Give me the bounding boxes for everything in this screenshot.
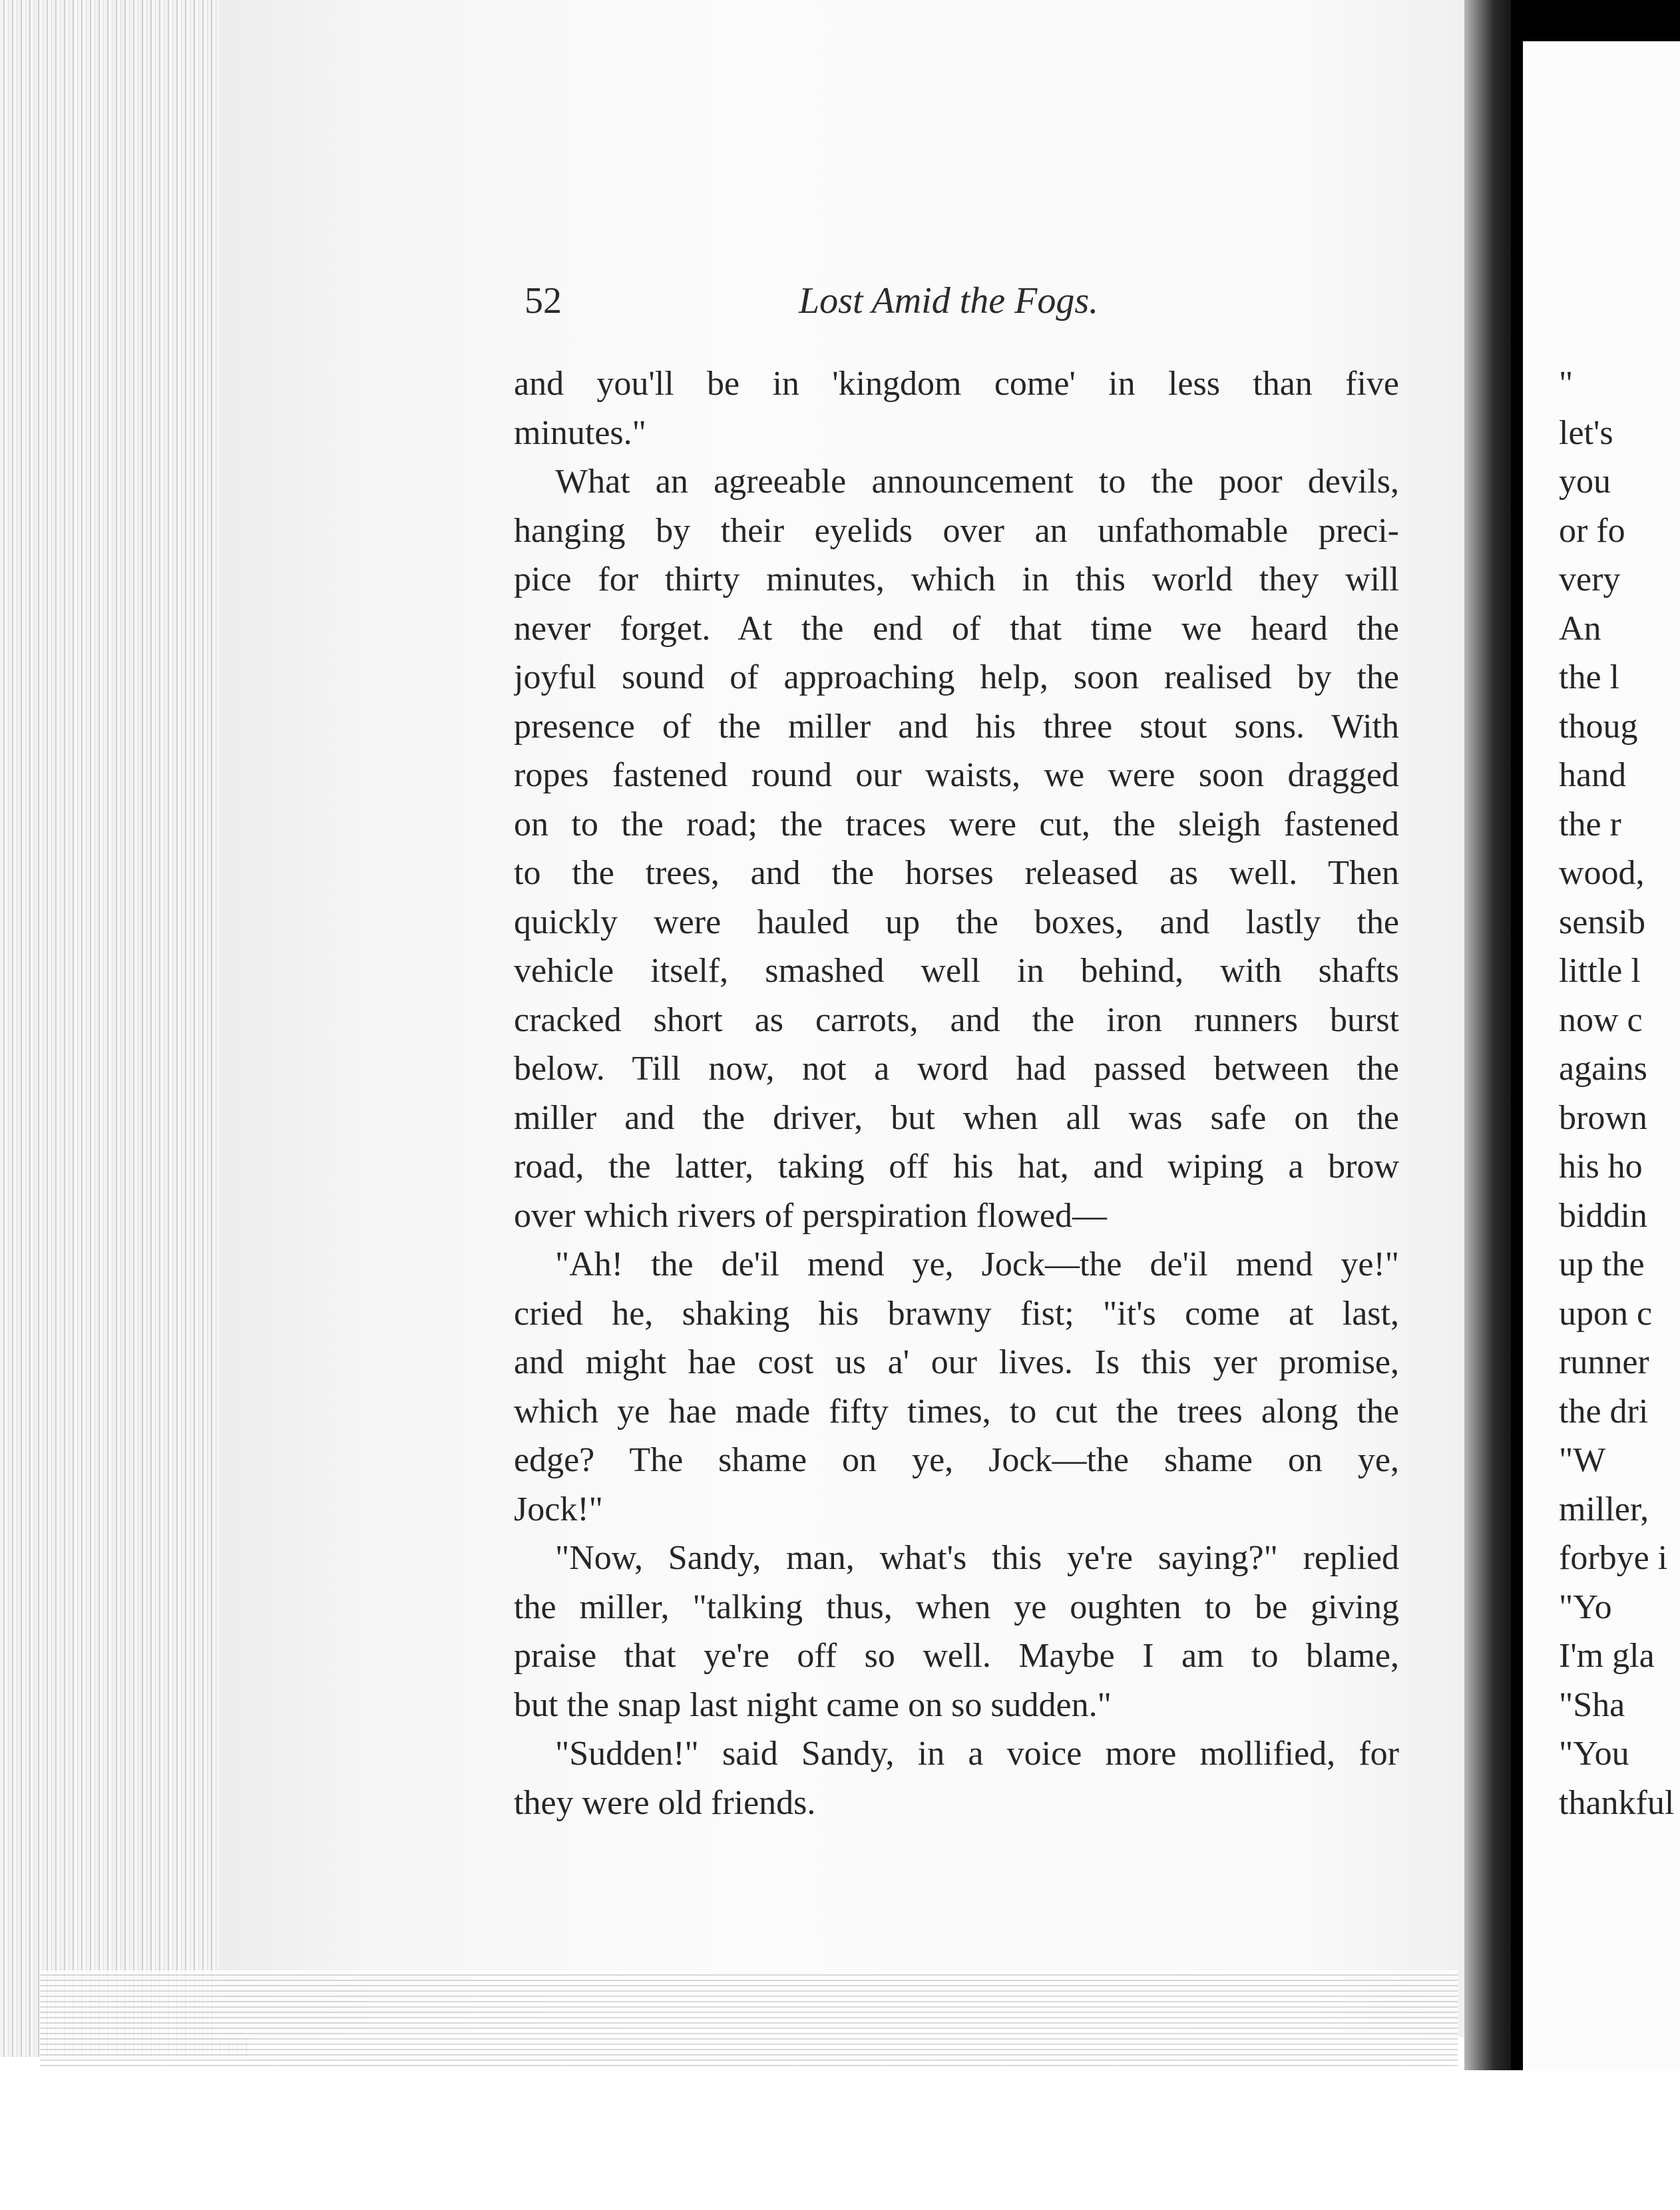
right-page-line: biddin bbox=[1559, 1196, 1647, 1235]
text-line: What an agreeable announcement to the poor devils, bbox=[555, 463, 1399, 501]
text-line: ropes fastened round our waists, we were soon dragged bbox=[514, 756, 1399, 794]
right-page-line: his ho bbox=[1559, 1148, 1643, 1186]
text-line: edge? The shame on ye, Jock—the shame on ye, bbox=[514, 1441, 1399, 1479]
right-page-line: the l bbox=[1559, 658, 1619, 696]
text-line: minutes." bbox=[514, 413, 646, 452]
text-line: hanging by their eyelids over an unfathomable preci- bbox=[514, 511, 1399, 550]
text-line: "Now, Sandy, man, what's this ye're saying?" replied bbox=[555, 1539, 1399, 1577]
right-page-line: upon c bbox=[1559, 1294, 1653, 1333]
text-line: and might hae cost us a' our lives. Is this yer promise, bbox=[514, 1343, 1399, 1381]
right-page-line: let's bbox=[1559, 413, 1613, 452]
text-line: to the trees, and the horses released as well. Then bbox=[514, 854, 1399, 892]
right-page-line: sensib bbox=[1559, 903, 1645, 941]
right-page-line: up the bbox=[1559, 1245, 1645, 1283]
text-line: over which rivers of perspiration flowed— bbox=[514, 1196, 1107, 1235]
text-line: miller and the driver, but when all was safe on the bbox=[514, 1098, 1399, 1137]
right-page-line: now c bbox=[1559, 1000, 1643, 1039]
bottom-page-edges bbox=[40, 1970, 1458, 2070]
text-line: they were old friends. bbox=[514, 1783, 816, 1822]
right-page-line: little l bbox=[1559, 952, 1641, 990]
right-page-line: very bbox=[1559, 560, 1621, 598]
right-page-line: An bbox=[1559, 609, 1601, 648]
right-page-line: forbye i bbox=[1559, 1539, 1668, 1577]
right-page-line: "W bbox=[1559, 1441, 1606, 1479]
text-line: but the snap last night came on so sudden." bbox=[514, 1685, 1112, 1724]
text-line: on to the road; the traces were cut, the sleigh fastened bbox=[514, 805, 1399, 843]
right-page-line: or fo bbox=[1559, 511, 1625, 550]
text-line: cried he, shaking his brawny fist; "it's come at last, bbox=[514, 1294, 1399, 1333]
page-edges bbox=[0, 0, 248, 2057]
right-page-line: wood, bbox=[1559, 854, 1645, 892]
text-line: quickly were hauled up the boxes, and lastly the bbox=[514, 903, 1399, 941]
text-line: presence of the miller and his three stout sons. With bbox=[514, 707, 1399, 746]
right-page-line: miller, bbox=[1559, 1490, 1649, 1528]
text-line: pice for thirty minutes, which in this world they will bbox=[514, 560, 1399, 598]
text-line: praise that ye're off so well. Maybe I am to blame, bbox=[514, 1637, 1399, 1675]
right-page-line: "You bbox=[1559, 1735, 1629, 1773]
text-line: joyful sound of approaching help, soon realised by the bbox=[514, 658, 1399, 696]
text-line: "Sudden!" said Sandy, in a voice more mollified, for bbox=[555, 1735, 1399, 1773]
text-line: vehicle itself, smashed well in behind, with shafts bbox=[514, 952, 1399, 990]
text-line: Jock!" bbox=[514, 1490, 603, 1528]
right-page-line: " bbox=[1559, 365, 1574, 403]
right-page-line: thoug bbox=[1559, 707, 1638, 746]
right-page-line: runner bbox=[1559, 1343, 1649, 1381]
text-line: road, the latter, taking off his hat, and wiping a brow bbox=[514, 1148, 1399, 1186]
page-title: Lost Amid the Fogs. bbox=[799, 280, 1099, 322]
text-line: the miller, "talking thus, when ye oughten to be giving bbox=[514, 1588, 1399, 1626]
right-page-line: agains bbox=[1559, 1050, 1647, 1088]
text-line: "Ah! the de'il mend ye, Jock—the de'il mend ye!" bbox=[555, 1245, 1399, 1283]
body-text bbox=[514, 359, 1399, 1827]
text-line: which ye hae made fifty times, to cut the trees along the bbox=[514, 1392, 1399, 1431]
right-page-text bbox=[1559, 359, 1680, 1827]
text-line: cracked short as carrots, and the iron runners burst bbox=[514, 1000, 1399, 1039]
right-page-line: the r bbox=[1559, 805, 1621, 843]
text-line: and you'll be in 'kingdom come' in less than five bbox=[514, 365, 1399, 403]
bottom-margin bbox=[0, 2070, 1680, 2210]
right-page-line: thankful bbox=[1559, 1783, 1675, 1822]
right-page-line: brown bbox=[1559, 1098, 1647, 1137]
page-number: 52 bbox=[525, 280, 562, 322]
right-page-line: hand bbox=[1559, 756, 1627, 794]
right-page-line: "Sha bbox=[1559, 1685, 1625, 1724]
right-page-line: you bbox=[1559, 463, 1611, 501]
right-page-line: the dri bbox=[1559, 1392, 1649, 1431]
right-page-line: I'm gla bbox=[1559, 1637, 1655, 1675]
text-line: never forget. At the end of that time we heard the bbox=[514, 609, 1399, 648]
text-line: below. Till now, not a word had passed between the bbox=[514, 1050, 1399, 1088]
right-page-line: "Yo bbox=[1559, 1588, 1612, 1626]
running-head bbox=[519, 266, 1411, 326]
